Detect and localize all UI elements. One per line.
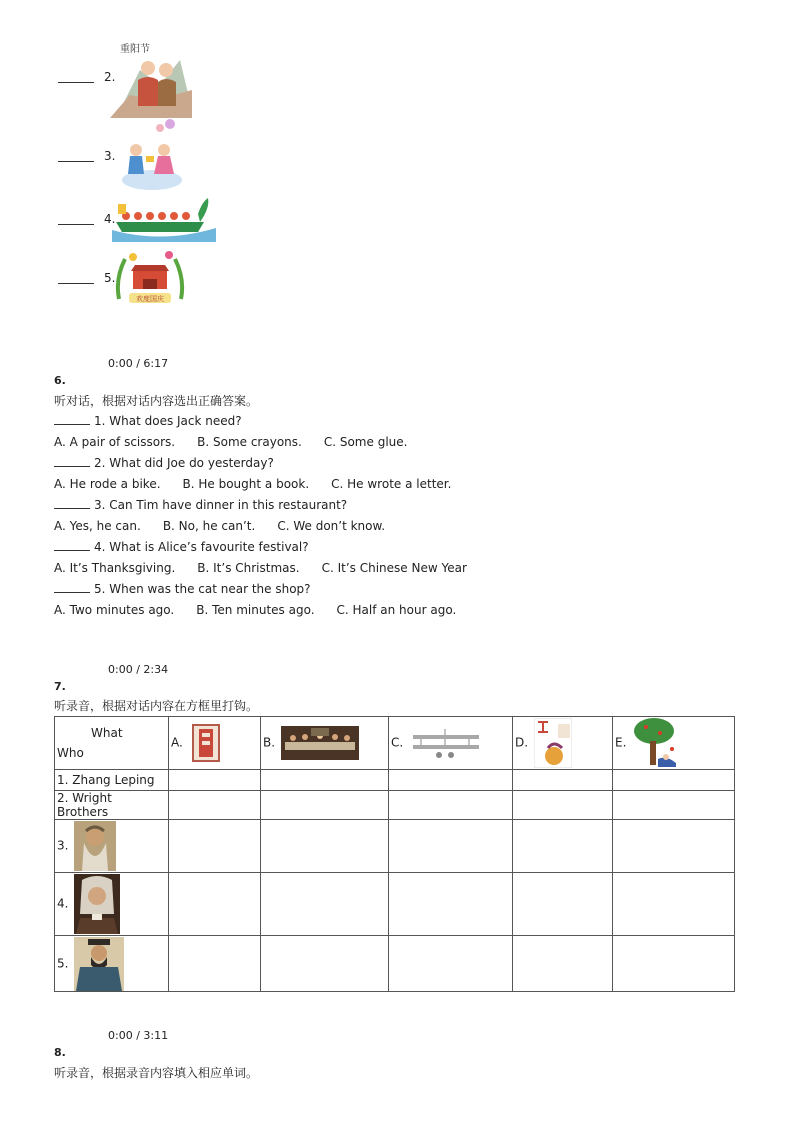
row-label: 5. xyxy=(57,956,69,970)
row-label: 1. Zhang Leping xyxy=(55,770,169,791)
da-vinci-portrait xyxy=(74,821,116,871)
column-header-a xyxy=(169,717,261,770)
answer-blank[interactable] xyxy=(54,456,90,467)
question-text: 2. What did Joe do yesterday? xyxy=(94,456,274,470)
dinner-painting-picture xyxy=(281,726,359,760)
option-b[interactable]: B. Ten minutes ago. xyxy=(196,603,315,617)
grid-row xyxy=(55,820,735,873)
check-cell[interactable] xyxy=(261,820,389,873)
item-number: 4. xyxy=(104,212,116,226)
check-cell[interactable] xyxy=(613,791,735,820)
option-a[interactable]: A. Yes, he can. xyxy=(54,519,141,533)
column-label: A. xyxy=(171,735,183,750)
mc-question-5 xyxy=(54,582,311,596)
check-cell[interactable] xyxy=(389,820,513,873)
column-header-b xyxy=(261,717,389,770)
option-a[interactable]: A. A pair of scissors. xyxy=(54,435,176,449)
airplane-picture xyxy=(409,727,483,759)
check-cell[interactable] xyxy=(169,820,261,873)
check-cell[interactable] xyxy=(513,936,613,992)
question-text: 4. What is Alice’s favourite festival? xyxy=(94,540,309,554)
question-number: 8. xyxy=(54,1046,66,1059)
check-cell[interactable] xyxy=(389,770,513,791)
check-cell[interactable] xyxy=(513,873,613,936)
mc-question-4 xyxy=(54,540,309,554)
row-label-cell xyxy=(55,936,169,992)
check-cell[interactable] xyxy=(613,936,735,992)
option-a[interactable]: A. He rode a bike. xyxy=(54,477,161,491)
answer-blank[interactable] xyxy=(54,498,90,509)
option-a[interactable]: A. Two minutes ago. xyxy=(54,603,175,617)
option-b[interactable]: B. Some crayons. xyxy=(197,435,302,449)
double-ninth-festival-elders-picture xyxy=(110,40,192,118)
mc-options-2 xyxy=(54,477,473,491)
mc-options-4 xyxy=(54,561,489,575)
column-header-c xyxy=(389,717,513,770)
answer-blank[interactable] xyxy=(54,540,90,551)
header-corner-cell xyxy=(55,717,169,770)
dragon-boat-picture xyxy=(112,192,216,244)
check-cell[interactable] xyxy=(389,936,513,992)
newton-portrait xyxy=(74,874,120,934)
question-text: 3. Can Tim have dinner in this restaurant? xyxy=(94,498,348,512)
mc-options-1 xyxy=(54,435,429,449)
header-who: Who xyxy=(57,746,84,760)
grid-row xyxy=(55,873,735,936)
row-label-cell xyxy=(55,820,169,873)
check-cell[interactable] xyxy=(261,873,389,936)
shadow-play-picture xyxy=(534,718,572,768)
check-cell[interactable] xyxy=(389,791,513,820)
check-cell[interactable] xyxy=(513,820,613,873)
check-cell[interactable] xyxy=(513,770,613,791)
confucius-portrait xyxy=(74,937,124,991)
option-c[interactable]: C. We don’t know. xyxy=(277,519,386,533)
question-text: 1. What does Jack need? xyxy=(94,414,242,428)
column-label: B. xyxy=(263,735,276,750)
column-label: E. xyxy=(615,735,627,750)
answer-blank[interactable] xyxy=(54,414,90,425)
answer-blank[interactable] xyxy=(58,151,94,162)
answer-blank[interactable] xyxy=(58,214,94,225)
column-header-d xyxy=(513,717,613,770)
answer-blank[interactable] xyxy=(54,582,90,593)
audio-player-time[interactable]: 0:00 / 6:17 xyxy=(108,357,169,370)
check-cell[interactable] xyxy=(261,770,389,791)
check-cell[interactable] xyxy=(613,820,735,873)
answer-blank[interactable] xyxy=(58,72,94,83)
grid-row xyxy=(55,770,735,791)
option-c[interactable]: C. He wrote a letter. xyxy=(331,477,452,491)
question-number: 6. xyxy=(54,374,66,387)
header-what: What xyxy=(91,726,123,740)
check-cell[interactable] xyxy=(169,791,261,820)
check-cell[interactable] xyxy=(613,873,735,936)
audio-player-time[interactable]: 0:00 / 3:11 xyxy=(108,1029,169,1042)
row-label: 3. xyxy=(57,838,69,853)
audio-player-time[interactable]: 0:00 / 2:34 xyxy=(108,663,169,676)
mc-options-5 xyxy=(54,603,478,617)
option-b[interactable]: B. No, he can’t. xyxy=(162,519,256,533)
check-cell[interactable] xyxy=(261,791,389,820)
question-text: 5. When was the cat near the shop? xyxy=(94,582,311,596)
option-a[interactable]: A. It’s Thanksgiving. xyxy=(54,561,176,575)
column-label: D. xyxy=(515,735,529,750)
row-label: 4. xyxy=(57,896,69,911)
national-day-gate-picture xyxy=(113,249,187,305)
svg-text:重阳节: 重阳节 xyxy=(120,44,150,55)
item-number: 2. xyxy=(104,70,116,84)
mc-question-1 xyxy=(54,414,242,428)
row-label: 2. Wright Brothers xyxy=(55,791,169,820)
option-b[interactable]: B. It’s Christmas. xyxy=(197,561,300,575)
mc-question-2 xyxy=(54,456,274,470)
check-cell[interactable] xyxy=(261,936,389,992)
old-book-icon xyxy=(189,723,225,763)
apple-tree-newton-picture xyxy=(632,717,682,769)
option-b[interactable]: B. He bought a book. xyxy=(182,477,310,491)
option-c[interactable]: C. Half an hour ago. xyxy=(336,603,457,617)
question-number: 7. xyxy=(54,680,66,693)
check-cell[interactable] xyxy=(389,873,513,936)
check-cell[interactable] xyxy=(613,770,735,791)
question-instruction: 听对话，根据对话内容选出正确答案。 xyxy=(54,394,259,408)
check-cell[interactable] xyxy=(513,791,613,820)
mc-question-3 xyxy=(54,498,347,512)
grid-row xyxy=(55,791,735,820)
row-label-cell xyxy=(55,873,169,936)
question-instruction: 听录音，根据对话内容在方框里打钩。 xyxy=(54,699,259,713)
question-instruction: 听录音，根据录音内容填入相应单词。 xyxy=(54,1066,259,1080)
column-header-e xyxy=(613,717,735,770)
check-cell[interactable] xyxy=(169,770,261,791)
check-cell[interactable] xyxy=(169,936,261,992)
svg-text:欢度国庆: 欢度国庆 xyxy=(136,295,164,303)
mc-options-3 xyxy=(54,519,407,533)
check-cell[interactable] xyxy=(169,873,261,936)
item-number: 3. xyxy=(104,149,116,163)
option-c[interactable]: C. Some glue. xyxy=(323,435,408,449)
option-c[interactable]: C. It’s Chinese New Year xyxy=(321,561,467,575)
grid-row xyxy=(55,936,735,992)
matching-grid xyxy=(54,716,735,992)
children-celebration-picture xyxy=(120,116,184,192)
answer-blank[interactable] xyxy=(58,273,94,284)
item-number: 5. xyxy=(104,271,116,285)
grid-header-row xyxy=(55,717,735,770)
column-label: C. xyxy=(391,735,404,750)
